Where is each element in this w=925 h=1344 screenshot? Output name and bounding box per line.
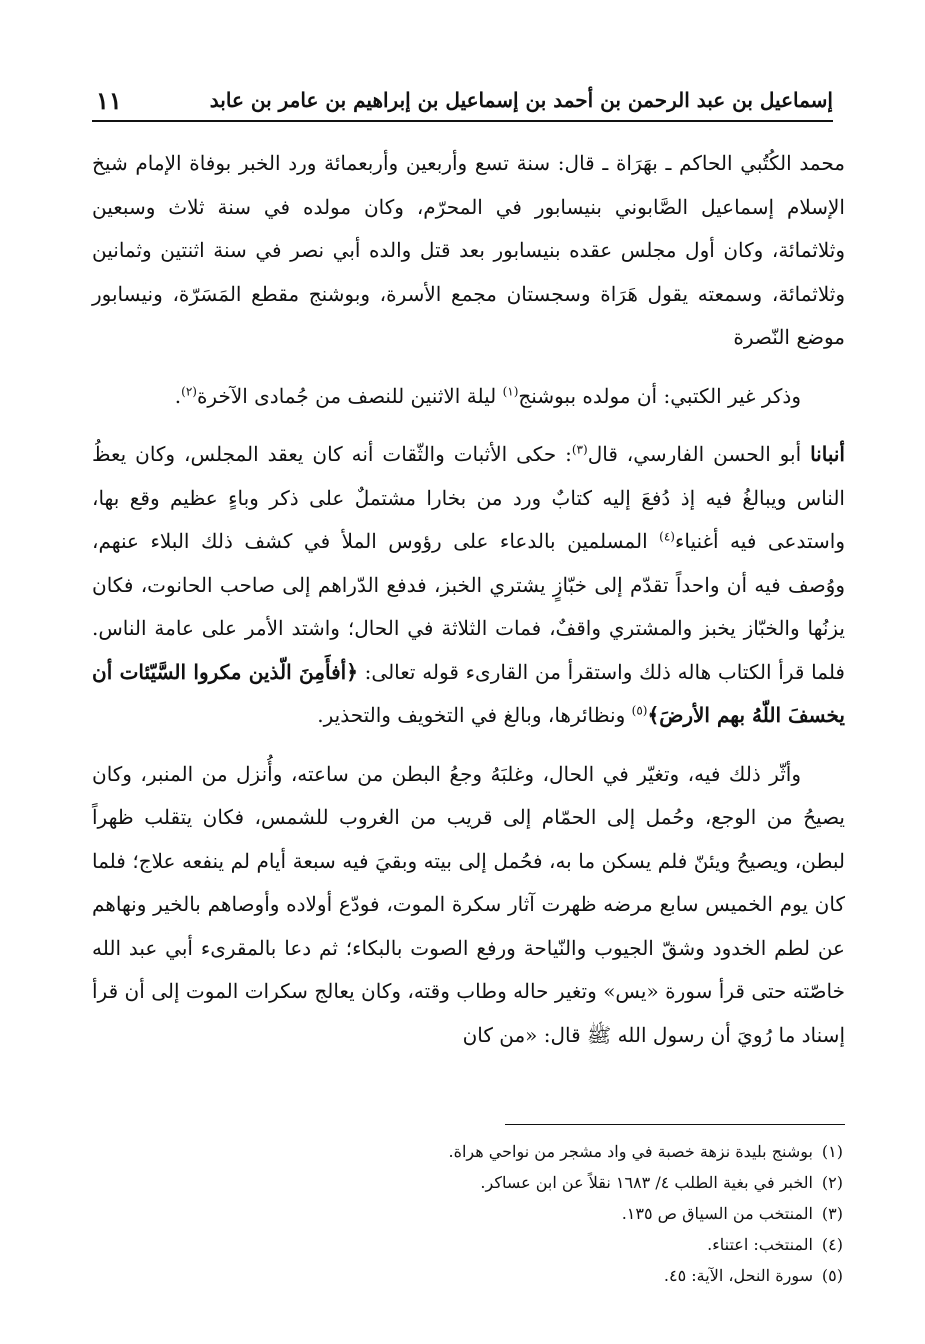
running-head: إسماعيل بن عبد الرحمن بن أحمد بن إسماعيل بن إبراهيم بن عامر بن عابد (209, 88, 833, 112)
text-run: ليلة الاثنين للنصف من جُمادى الآخرة (196, 383, 503, 408)
quran-verse: ﴿أفأَمِنَ الّذين مكروا السَّيّئات أن يخسفَ اللّهُ بهم الأرضَ﴾ (92, 659, 845, 727)
text-run: أبو الحسن الفارسي، قال (587, 442, 811, 466)
body-text (92, 142, 845, 1057)
text-run: . (174, 383, 182, 408)
text-run: : حكى الأثبات والثّقات أنه كان يعقد المجلس، وكان يعظُ الناس ويبالغُ فيه إذ دُفعَ إليه كتابٌ ورد من بخارا مشتملٌ على ذكر وباءٍ عظيم وقع بها، واستدعى فيه أغنياء (92, 442, 845, 553)
footnote (120, 1167, 843, 1198)
footnote-ref: (١) (502, 383, 519, 398)
footnote-ref: (٥) (631, 703, 648, 718)
footnote (120, 1260, 843, 1291)
footnote-ref: (٤) (659, 529, 675, 544)
footnote-separator (505, 1124, 845, 1125)
footnote-ref: (٣) (571, 442, 588, 457)
footnotes (120, 1136, 843, 1291)
footnote-ref: (٢) (181, 383, 197, 398)
footnote-text: المنتخب: اعتناء. (707, 1235, 813, 1254)
footnote-number: (٣) (821, 1204, 843, 1223)
footnote-number: (٥) (821, 1266, 843, 1285)
footnote (120, 1198, 843, 1229)
footnote (120, 1229, 843, 1260)
footnote-number: (٢) (821, 1173, 843, 1192)
footnote (120, 1136, 843, 1167)
text-run: وذكر غير الكتبي: أن مولده ببوشنج (518, 383, 801, 408)
footnote-number: (١) (821, 1142, 843, 1161)
paragraph (92, 375, 845, 419)
footnote-text: بوشنج بليدة نزهة خصبة في واد مشجر من نواحي هراة. (448, 1142, 813, 1161)
text-run: ونظائرها، وبالغ في التخويف والتحذير. (317, 703, 632, 727)
footnote-text: المنتخب من السياق ص ١٣٥. (621, 1204, 813, 1223)
paragraph (92, 433, 845, 738)
text-run: المسلمين بالدعاء على رؤوس الملأ في كشف ذلك البلاء عنهم، ووُصف فيه أن واحداً تقدّم إلى خبّازٍ يشتري الخبز، فدفع الدّراهم إلى صاحب الحانوت، فكان يزنُها والخبّاز يخبز والمشتري واقفٌ، فمات الثلاثة في الحال؛ واشتد الأمر على عامة الناس. فلما قرأ الكتاب هاله ذلك واستقرأ من القارىء قوله تعالى: (92, 529, 845, 684)
footnote-text: سورة النحل، الآية: ٤٥. (663, 1266, 813, 1285)
paragraph: محمد الكُتُبي الحاكم ـ بهَرَاة ـ قال: سنة تسع وأربعين وأربعمائة ورد الخبر بوفاة الإمام شيخ الإسلام إسماعيل الصَّابوني بنيسابور في المحرّم، وكان مولده في سنة ثلاث وسبعين وثلاثمائة، وكان أول مجلس عقده بنيسابور بعد قتل والده أبي نصر في سنة اثنتين وثمانين وثلاثمائة، وسمعته يقول هَرَاة وسجستان مجمع الأسرة، وبوشنج مقطع المَسَرّة، ونيسابور موضع النّصرة (92, 151, 845, 349)
page-number: ١١ (96, 86, 122, 115)
page-header (92, 84, 833, 122)
paragraph: وأثّر ذلك فيه، وتغيّر في الحال، وغلبَهُ وجعُ البطن من ساعته، وأُنزل من المنبر، وكان يصيحُ من الوجع، وحُمل إلى الحمّام إلى قريب من الغروب للشمس، فكان يتقلب ظهراً لبطن، ويصيحُ ويئنّ فلم يسكن ما به، فحُمل إلى بيته وبقيَ فيه سبعة أيام لم ينفعه علاج؛ فلما كان يوم الخميس سابع مرضه ظهرت آثار سكرة الموت، فودّع أولاده وأوصاهم بالخير ونهاهم عن لطم الخدود وشقّ الجيوب والنّياحة ورفع الصوت بالبكاء؛ ثم دعا بالمقرىء أبي عبد الله خاصّته حتى قرأ سورة «يس» وتغير حاله وطاب وقته، وكان يعالج سكرات الموت إلى أن قرأ إسناد ما رُويَ أن رسول الله ﷺ قال: «من كان (92, 761, 845, 1047)
footnote-text: الخبر في بغية الطلب ٤/ ١٦٨٣ نقلاً عن ابن عساكر. (480, 1173, 813, 1192)
lead-word: أنبانا (810, 442, 845, 466)
footnote-number: (٤) (821, 1235, 843, 1254)
